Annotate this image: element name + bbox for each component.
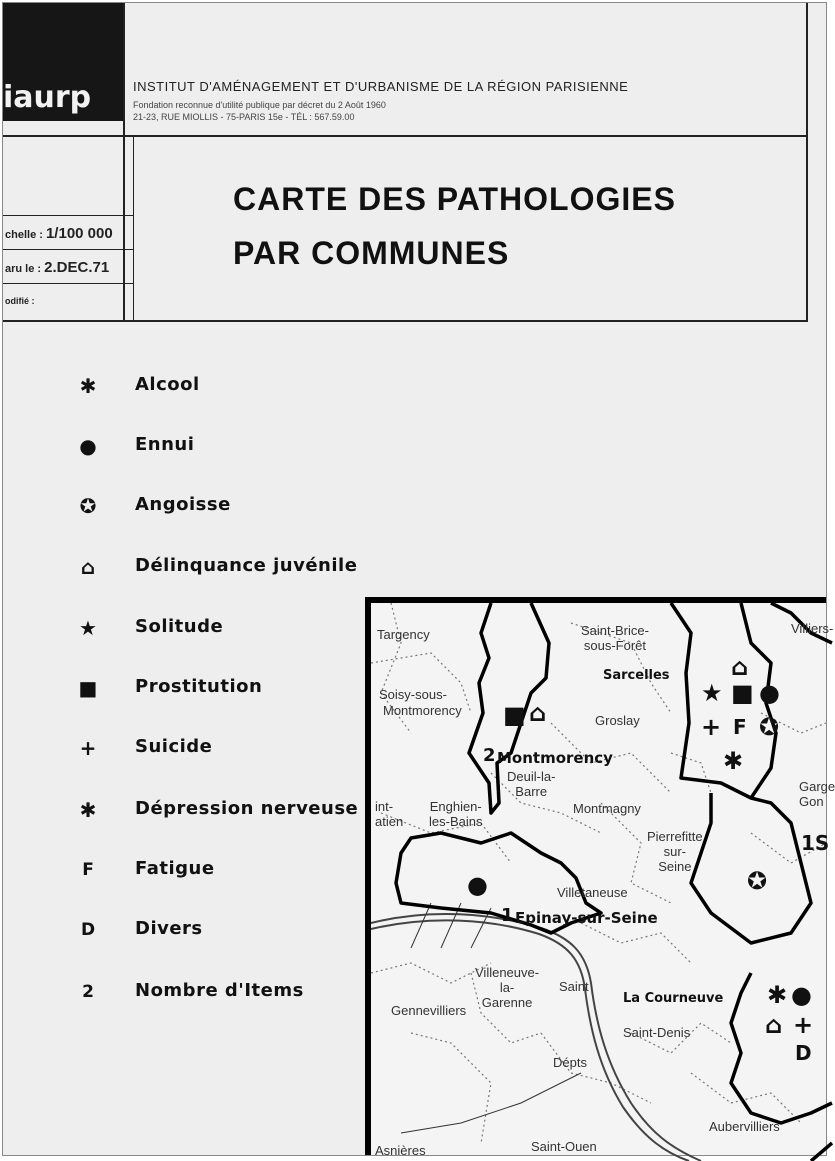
place-soisy: Soisy-sous-	[379, 687, 447, 702]
place-la-courneuve: La Courneuve	[623, 991, 724, 1006]
legend-item-angoisse	[63, 491, 373, 521]
place-argency: Targency	[377, 627, 430, 642]
asterisk-bold-icon: ✱	[79, 798, 97, 822]
asterisk-icon: ✱	[79, 374, 97, 398]
plus-icon: +	[701, 713, 722, 741]
asterisk-icon: ✱	[767, 981, 788, 1009]
plus-icon: +	[793, 1011, 814, 1039]
modified-label: odifié :	[5, 296, 35, 306]
house-roof-icon: ⌂	[80, 555, 96, 579]
filled-square-icon: ■	[731, 679, 754, 707]
legend-item-ennui	[63, 431, 373, 461]
asterisk-icon: ✱	[723, 747, 744, 775]
place-montmorency-count: 2	[483, 745, 496, 766]
map-title-line-2: PAR COMMUNES	[233, 235, 510, 271]
meta-rule-2	[3, 249, 133, 250]
place-garges: Garge Gon	[799, 779, 835, 809]
filled-square-icon: ■	[503, 701, 526, 729]
legend-label: Angoisse	[135, 494, 231, 515]
legend-label: Fatigue	[135, 858, 215, 879]
place-sarcelles: Sarcelles	[603, 668, 670, 683]
place-depots: Dépts	[553, 1055, 587, 1070]
house-roof-icon: ⌂	[765, 1011, 783, 1039]
legend-item-solitude	[63, 613, 373, 643]
number-2-icon: 2	[82, 982, 94, 1002]
legend-item-divers	[63, 915, 373, 945]
place-montmorency-small: Montmorency	[383, 703, 462, 718]
place-pierrefitte: Pierrefitte sur- Seine	[647, 829, 703, 874]
place-enghien: Enghien- les-Bains	[429, 799, 483, 829]
letter-d-icon: D	[80, 920, 96, 940]
place-villetaneuse: Villetaneuse	[557, 885, 628, 900]
meta-rule-3	[3, 283, 133, 284]
place-epinay: Epinay-sur-Seine	[515, 909, 658, 927]
date-field	[5, 259, 109, 276]
legend-label: Délinquance juvénile	[135, 555, 358, 576]
legend-label: Alcool	[135, 374, 200, 395]
place-saint-denis: Saint-Denis	[623, 1025, 691, 1040]
legend-item-prostitution	[63, 673, 373, 703]
scale-field	[5, 225, 113, 242]
place-stains-count: 1S	[801, 831, 830, 855]
legend-item-suicide	[63, 733, 373, 763]
organization-name: INSTITUT D'AMÉNAGEMENT ET D'URBANISME DE LA RÉGION PARISIENNE	[133, 79, 629, 94]
place-montmagny: Montmagny	[573, 801, 641, 816]
place-gennevilliers: Gennevilliers	[391, 1003, 467, 1018]
organization-address: 21-23, RUE MIOLLIS - 75-PARIS 15e - TÉL : 567.59.00	[133, 112, 355, 122]
legend-label: Solitude	[135, 616, 224, 637]
letter-d-icon: D	[795, 1041, 812, 1065]
header-vertical-rule	[123, 3, 125, 321]
date-label: aru le :	[5, 263, 42, 275]
legend-label: Prostitution	[135, 676, 263, 697]
star-icon: ★	[79, 616, 97, 640]
place-villiers: Villiers-	[791, 621, 834, 636]
circled-star-icon: ✪	[79, 494, 97, 518]
header-divider	[3, 135, 808, 137]
map-sheet	[2, 2, 835, 1158]
circled-star-icon: ✪	[759, 713, 780, 741]
legend-label: Ennui	[135, 434, 195, 455]
filled-circle-icon: ●	[759, 679, 780, 707]
letter-f-icon: F	[82, 860, 94, 880]
iaurp-logo	[3, 3, 123, 121]
legend-item-delinquance	[63, 552, 373, 582]
place-groslay: Groslay	[595, 713, 640, 728]
star-icon: ★	[701, 679, 723, 707]
organization-foundation: Fondation reconnue d'utilité publique par décret du 2 Août 1960	[133, 100, 386, 110]
header-bottom-rule	[3, 320, 808, 322]
legend-label: Divers	[135, 918, 203, 939]
place-saint-gratien: int- atien	[375, 799, 404, 829]
map-inset	[365, 597, 835, 1158]
place-montmorency: Montmorency	[497, 749, 613, 767]
legend-item-depression	[63, 795, 373, 825]
logo-text: iaurp	[3, 80, 92, 115]
map-title-line-1: CARTE DES PATHOLOGIES	[233, 181, 676, 217]
place-asnieres: Asnières	[375, 1143, 426, 1158]
house-roof-icon: ⌂	[529, 699, 547, 727]
meta-rule-1	[3, 215, 133, 216]
filled-circle-icon: ●	[79, 434, 97, 458]
place-aubervilliers: Aubervilliers	[709, 1119, 780, 1134]
legend-item-fatigue	[63, 855, 373, 885]
modified-field	[5, 296, 35, 306]
plus-icon: +	[79, 736, 97, 760]
filled-square-icon: ■	[78, 676, 98, 700]
place-epinay-count: 1	[501, 905, 514, 926]
place-saint-label: Saint	[559, 979, 589, 994]
scale-value: 1/100 000	[45, 225, 113, 242]
filled-circle-icon: ●	[467, 871, 488, 899]
place-deuil-la-barre: Deuil-la- Barre	[507, 769, 556, 799]
place-villeneuve-la-garenne: Villeneuve- la- Garenne	[475, 965, 540, 1010]
date-value: 2.DEC.71	[44, 259, 110, 276]
legend-item-nombre-items	[63, 977, 373, 1007]
filled-circle-icon: ●	[791, 981, 812, 1009]
legend-label: Nombre d'Items	[135, 980, 304, 1001]
house-roof-icon: ⌂	[731, 653, 749, 681]
legend-item-alcool	[63, 371, 373, 401]
place-saint-ouen: Saint-Ouen	[531, 1139, 597, 1154]
place-saint-brice: Saint-Brice- sous-Forêt	[581, 623, 649, 653]
legend-label: Suicide	[135, 736, 213, 757]
letter-f-icon: F	[733, 715, 747, 739]
meta-column-rule	[133, 137, 134, 321]
legend-label: Dépression nerveuse	[135, 798, 359, 819]
circled-star-icon: ✪	[747, 867, 768, 895]
header-right-rule	[806, 3, 808, 321]
scale-label: chelle :	[5, 229, 43, 241]
